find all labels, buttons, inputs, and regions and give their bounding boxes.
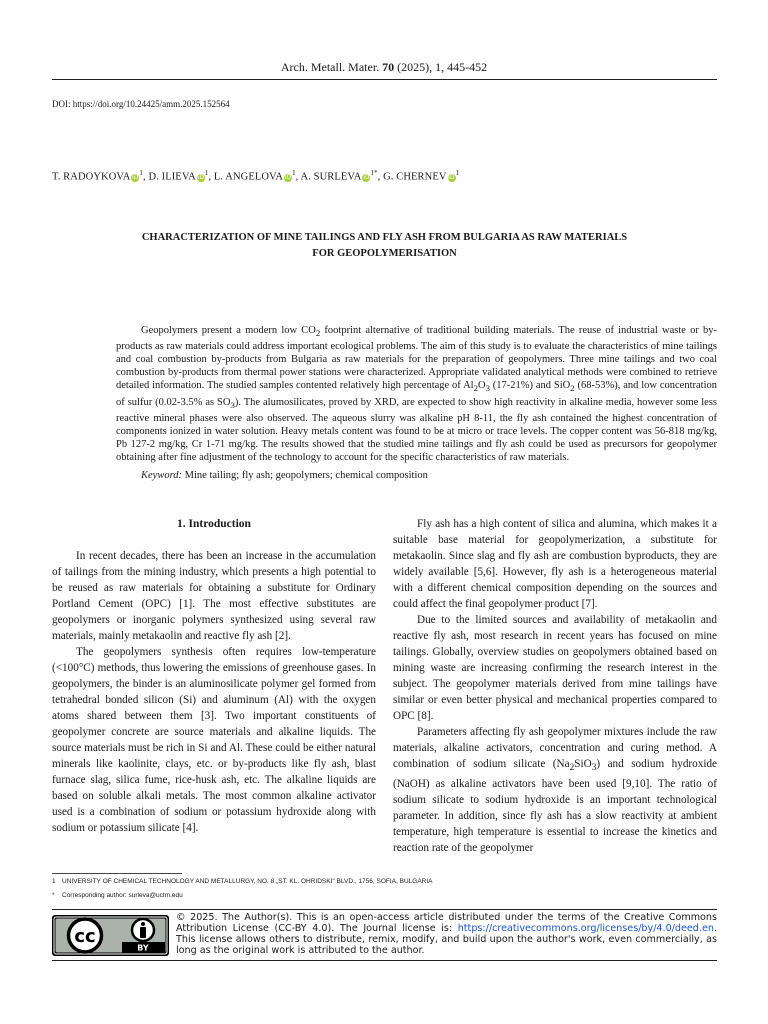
orcid-icon[interactable]: iD xyxy=(363,173,370,181)
subscript: 2 xyxy=(315,328,321,339)
license-segment: © 2025. The Author(s). This is an open-access article distributed under the terms of the Creative Commons Attribution License (CC-BY 4.0). The Journal license is: xyxy=(176,912,717,934)
paragraph-segment: Parameters affecting fly ash geopolymer mixtures include the raw materials, alkaline activators, concentration and curing method. A combination of sodium silicate (Na xyxy=(393,726,717,770)
footnote-text: Corresponding author: surleva@uctm.edu xyxy=(62,892,183,899)
affiliation-footnote xyxy=(52,878,433,885)
footnote-mark: 1 xyxy=(52,878,56,885)
subscript: 3 xyxy=(230,399,235,410)
journal-volume: 70 xyxy=(382,60,395,74)
author-affiliation-mark: 1* xyxy=(370,169,378,177)
author-affiliation-mark: 1 xyxy=(455,169,460,177)
cc-by-logo[interactable] xyxy=(52,915,169,956)
author-list: T. RADOYKOVA $iD^1$, D. ILIEVA $iD^1$, L. ANGELOVA $iD^1$, A. SURLEVA $iD^{1*}$, G. CHERNEV $iD^1$ xyxy=(52,169,460,183)
paper-title xyxy=(52,230,717,262)
abstract-segment: Geopolymers present a modern low CO xyxy=(141,325,316,336)
author-affiliation-mark: 1 xyxy=(139,169,144,177)
footnote-rule xyxy=(52,873,182,874)
paper-title-line: FOR GEOPOLYMERISATION xyxy=(312,248,457,259)
keywords xyxy=(141,470,428,481)
subscript: 3 xyxy=(485,383,490,394)
keywords-label: Keyword: xyxy=(141,470,183,481)
paragraph-segment: ) and sodium hydroxide (NaOH) as alkaline activators have been used [9,10]. The ratio of sodium silicate to sodium hydroxide is an important technological parameter. In addition, since fly ash has a slow reactivity at ambient temperature, high temperature is essential to increase the kinetics and reaction rate of the geopolymer xyxy=(393,758,717,855)
abstract-text xyxy=(116,324,717,464)
journal-issue-pages: (2025), 1, 445-452 xyxy=(394,60,488,74)
paragraph: In recent decades, there has been an increase in the accumulation of tailings from the mining industry, which presents a high potential to be reused as raw materials for obtaining a substitute for Ordinary Portland Cement (OPC) [1]. The most effective substitutes are geopolymers or inorganic polymers synthesized using several raw materials, mainly metakaolin and reactive fly ash [2]. xyxy=(52,550,376,642)
journal-name: Arch. Metall. Mater. xyxy=(280,60,383,74)
left-column xyxy=(52,548,376,836)
abstract-segment: (68-53%), and low concentration of sulfur (0.02-3.5% as SO xyxy=(116,380,717,408)
paragraph-segment: SiO xyxy=(574,758,592,770)
orcid-icon[interactable]: iD xyxy=(448,173,455,181)
section-heading: 1. Introduction xyxy=(177,518,251,530)
author-name: L. ANGELOVA xyxy=(213,171,284,183)
journal-citation xyxy=(0,60,768,75)
license-text xyxy=(176,912,717,956)
cc-logo-text: cc xyxy=(74,926,96,947)
subscript: 2 xyxy=(473,383,478,394)
abstract-segment: ). The alumosilicates, proved by XRD, are expected to show high reactivity in alkaline media, however some less reactive mineral phases were also observed. The aqueous slurry was alkaline pH 8-11, the fly ash contained the highest concentration of components ionized in water solution. Heavy metals content was found to be at micro or trace levels. The copper content was 56-818 mg/kg, Pb 127-2 mg/kg, Cr 1-71 mg/kg. The results showed that the studied mine tailings and fly ash could be used as precursors for geopolymer obtaining after fine adjustment of the technology to account for the specific characteristics of raw materials. xyxy=(116,396,718,464)
author-affiliation-mark: 1 xyxy=(204,169,209,177)
author-affiliation-mark: 1 xyxy=(292,169,296,177)
paper-title-line: CHARACTERIZATION OF MINE TAILINGS AND FLY ASH FROM BULGARIA AS RAW MATERIALS xyxy=(141,232,628,243)
subscript: 2 xyxy=(569,763,575,774)
author-name: G. CHERNEV xyxy=(383,171,447,183)
paragraph: Due to the limited sources and availability of metakaolin and reactive fly ash, most research in recent years has focused on mine tailings. Globally, overview studies on geopolymers obtained based on mining waste are increasing confirming the research interest in the subject. The geopolymer materials derived from mine tailings have similar or even better physical and mechanical properties compared to OPC [8]. xyxy=(393,614,717,722)
subscript: 3 xyxy=(591,763,597,774)
corresponding-author-footnote xyxy=(52,892,183,899)
license-segment: . This license allows others to distribute, remix, modify, and build upon the author's work, even commercially, as long as the original work is attributed to the author. xyxy=(176,923,717,956)
header-rule xyxy=(52,79,717,80)
abstract-segment: footprint alternative of traditional building materials. The reuse of industrial waste or by-products as raw materials could address important ecological problems. The aim of this study is to evaluate the characteristics of mine tailings and coal combustion by-products from Bulgaria as raw materials for the preparation of geopolymers. Three mine tailings and two coal combustion by-products from thermal power stations were characterized. Appropriate validated analytical methods were combined to retrieve detailed information. The studied samples contented relatively high percentage of Al xyxy=(116,325,717,392)
orcid-icon[interactable]: iD xyxy=(197,173,205,181)
abstract-segment: (17-21%) and SiO xyxy=(489,380,571,392)
doi[interactable]: DOI: https://doi.org/10.24425/amm.2025.152564 xyxy=(52,99,230,109)
footnote-mark: * xyxy=(52,892,55,899)
by-logo-text: BY xyxy=(137,943,149,953)
subscript: 2 xyxy=(570,383,575,394)
license-rule xyxy=(52,960,717,961)
license-link[interactable]: https://creativecommons.org/licenses/by/4.0/deed.en xyxy=(457,923,714,934)
cc-by-icon xyxy=(52,915,169,956)
author-name: T. RADOYKOVA xyxy=(52,171,131,183)
right-column xyxy=(393,516,717,856)
keywords-text: Mine tailing; fly ash; geopolymers; chemical composition xyxy=(182,470,428,481)
paragraph: The geopolymers synthesis often requires low-temperature (<100°C) methods, thus lowering the emissions of greenhouse gases. In geopolymers, the binder is an aluminosilicate polymer gel formed from tetrahedral bonded silicon (Si) and aluminum (Al) with the oxygen atoms shared between them [3]. Two important constituents of geopolymer concrete are source materials and alkaline liquids. The source materials must be rich in Si and Al. These could be either natural minerals like kaolinite, clays, etc. or by-products like fly ash, blast furnace slag, silica fume, rice-husk ash, etc. The alkaline liquids are based on soluble alkali metals. The most common alkaline activator used is a combination of sodium or potassium hydroxide along with sodium or potassium silicate [4]. xyxy=(52,646,376,834)
author-name: A. SURLEVA xyxy=(300,171,362,183)
orcid-icon[interactable]: iD xyxy=(284,173,292,181)
footnote-text: UNIVERSITY OF CHEMICAL TECHNOLOGY AND METALLURGY, NO. 8 „ST. KL. OHRIDSKI" BLVD., 1756, SOFIA, BULGARIA xyxy=(62,878,433,885)
license-rule xyxy=(52,909,717,910)
abstract xyxy=(116,324,717,464)
abstract-segment: O xyxy=(477,380,486,392)
paragraph xyxy=(393,724,717,856)
paragraph: Fly ash has a high content of silica and alumina, which makes it a suitable base material for geopolymerization, a substitute for metakaolin. Since slag and fly ash are combustion byproducts, they are widely available [5,6]. However, fly ash is a heterogeneous material with a different chemical composition depending on the sources and could affect the final geopolymer product [7]. xyxy=(393,518,717,610)
orcid-icon[interactable]: iD xyxy=(132,173,139,181)
author-name: D. ILIEVA xyxy=(148,171,196,183)
